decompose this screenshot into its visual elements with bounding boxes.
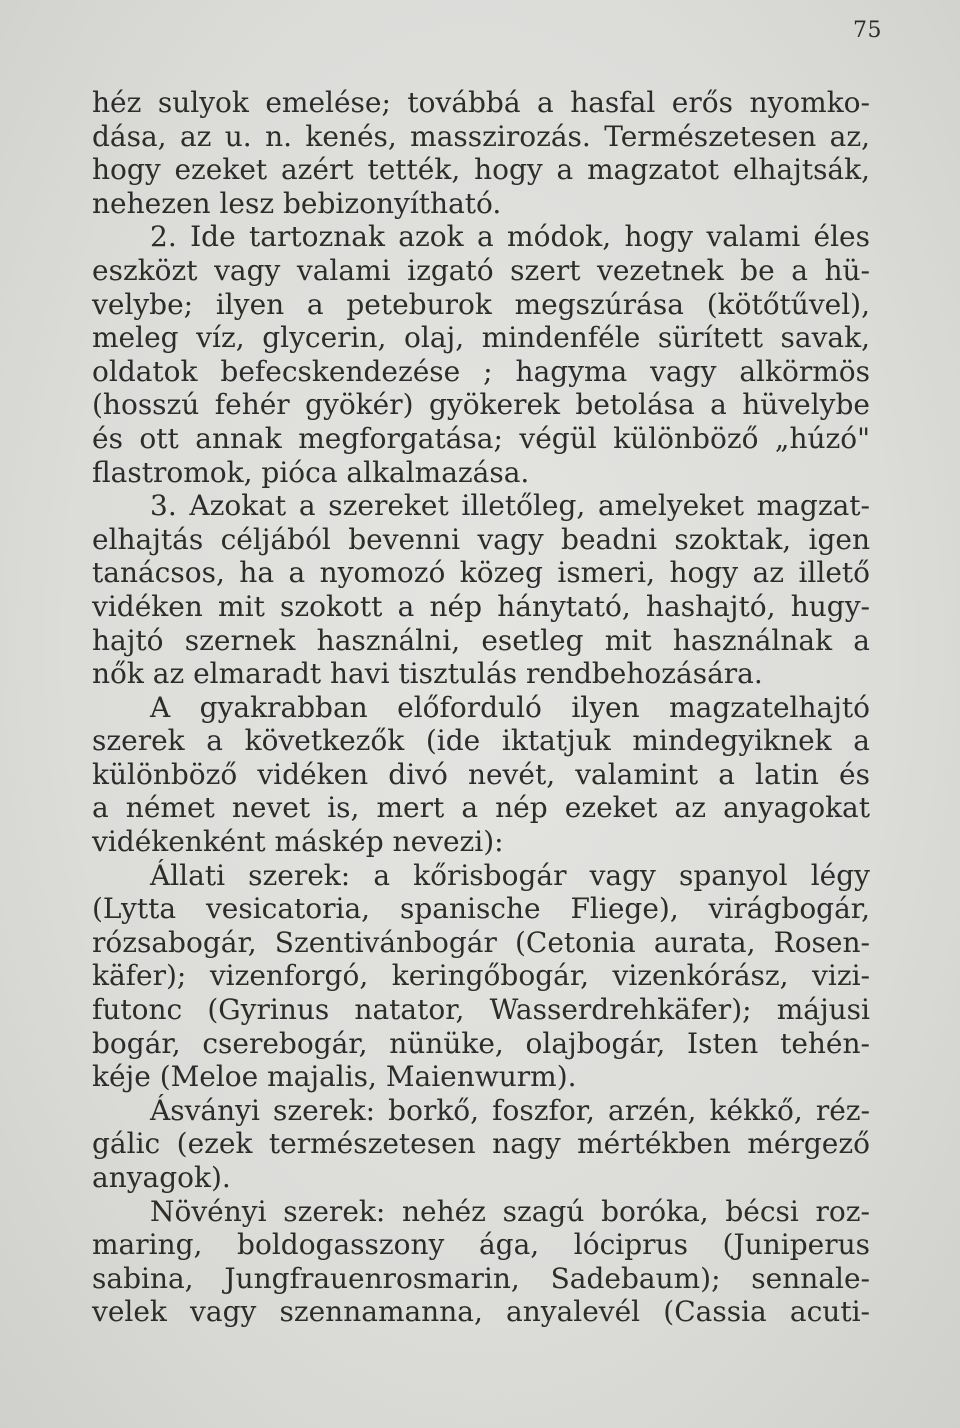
text-line: kéje (Meloe majalis, Maienwurm). [92,1060,577,1094]
text-line: käfer); vizenforgó, keringőbogár, vizenkórász, vizi- [92,959,870,993]
text-line: meleg víz, glycerin, olaj, mindenféle sürített savak, [92,321,870,355]
text-line: Ásványi szerek: borkő, foszfor, arzén, kékkő, réz- [150,1093,870,1127]
text-line: dása, az u. n. kenés, masszirozás. Természetesen az, [92,119,870,153]
text-line: nehezen lesz bebizonyítható. [92,186,502,220]
text-line: flastromok, pióca alkalmazása. [92,455,530,489]
text-line: sabina, Jungfrauenrosmarin, Sadebaum); sennale- [92,1261,870,1295]
text-line: nők az elmaradt havi tisztulás rendbehozására. [92,657,763,691]
text-line: Növényi szerek: nehéz szagú boróka, bécsi roz- [150,1194,870,1228]
text-line: tanácsos, ha a nyomozó közeg ismeri, hogy az illető [92,556,870,590]
text-line: vidékenként máskép nevezi): [92,825,504,859]
text-line: elhajtás céljából bevenni vagy beadni szoktak, igen [92,522,870,556]
text-line: A gyakrabban előforduló ilyen magzatelhajtó [150,690,870,724]
text-line: a német nevet is, mert a nép ezeket az anyagokat [92,791,870,825]
body-text [92,86,870,1329]
page-number: 75 [853,18,882,43]
text-line: velek vagy szennamanna, anyalevél (Cassia acuti- [92,1295,870,1329]
text-line: és ott annak megforgatása; végül különböző „húzó" [92,421,870,455]
text-line: hajtó szernek használni, esetleg mit használnak a [92,623,870,657]
text-line: különböző vidéken divó nevét, valamint a latin és [92,757,870,791]
text-line: héz sulyok emelése; továbbá a hasfal erős nyomko- [92,86,870,119]
text-line: eszközt vagy valami izgató szert vezetnek be a hü- [92,253,870,287]
text-line: (hosszú fehér gyökér) gyökerek betolása a hüvelybe [92,388,870,422]
text-line: gálic (ezek természetesen nagy mértékben mérgező [92,1127,870,1161]
text-line: (Lytta vesicatoria, spanische Fliege), virágbogár, [92,892,870,926]
text-line: bogár, cserebogár, nünüke, olajbogár, Isten tehén- [92,1026,870,1060]
text-line: 2. Ide tartoznak azok a módok, hogy valami éles [150,220,870,254]
text-line: maring, boldogasszony ága, lóciprus (Juniperus [92,1228,870,1262]
text-line: Állati szerek: a kőrisbogár vagy spanyol légy [150,858,870,892]
text-line: futonc (Gyrinus natator, Wasserdrehkäfer); májusi [92,993,870,1027]
text-line: anyagok). [92,1161,231,1194]
text-line: velybe; ilyen a peteburok megszúrása (kötőtűvel), [92,287,870,321]
text-line: rózsabogár, Szentivánbogár (Cetonia aurata, Rosen- [92,925,870,959]
text-line: 3. Azokat a szereket illetőleg, amelyeket magzat- [150,489,870,523]
text-line: oldatok befecskendezése ; hagyma vagy alkörmös [92,354,870,388]
text-line: szerek a következők (ide iktatjuk mindegyiknek a [92,724,870,758]
text-line: vidéken mit szokott a nép hánytató, hashajtó, hugy- [92,589,870,623]
text-line: hogy ezeket azért tették, hogy a magzatot elhajtsák, [92,153,870,187]
